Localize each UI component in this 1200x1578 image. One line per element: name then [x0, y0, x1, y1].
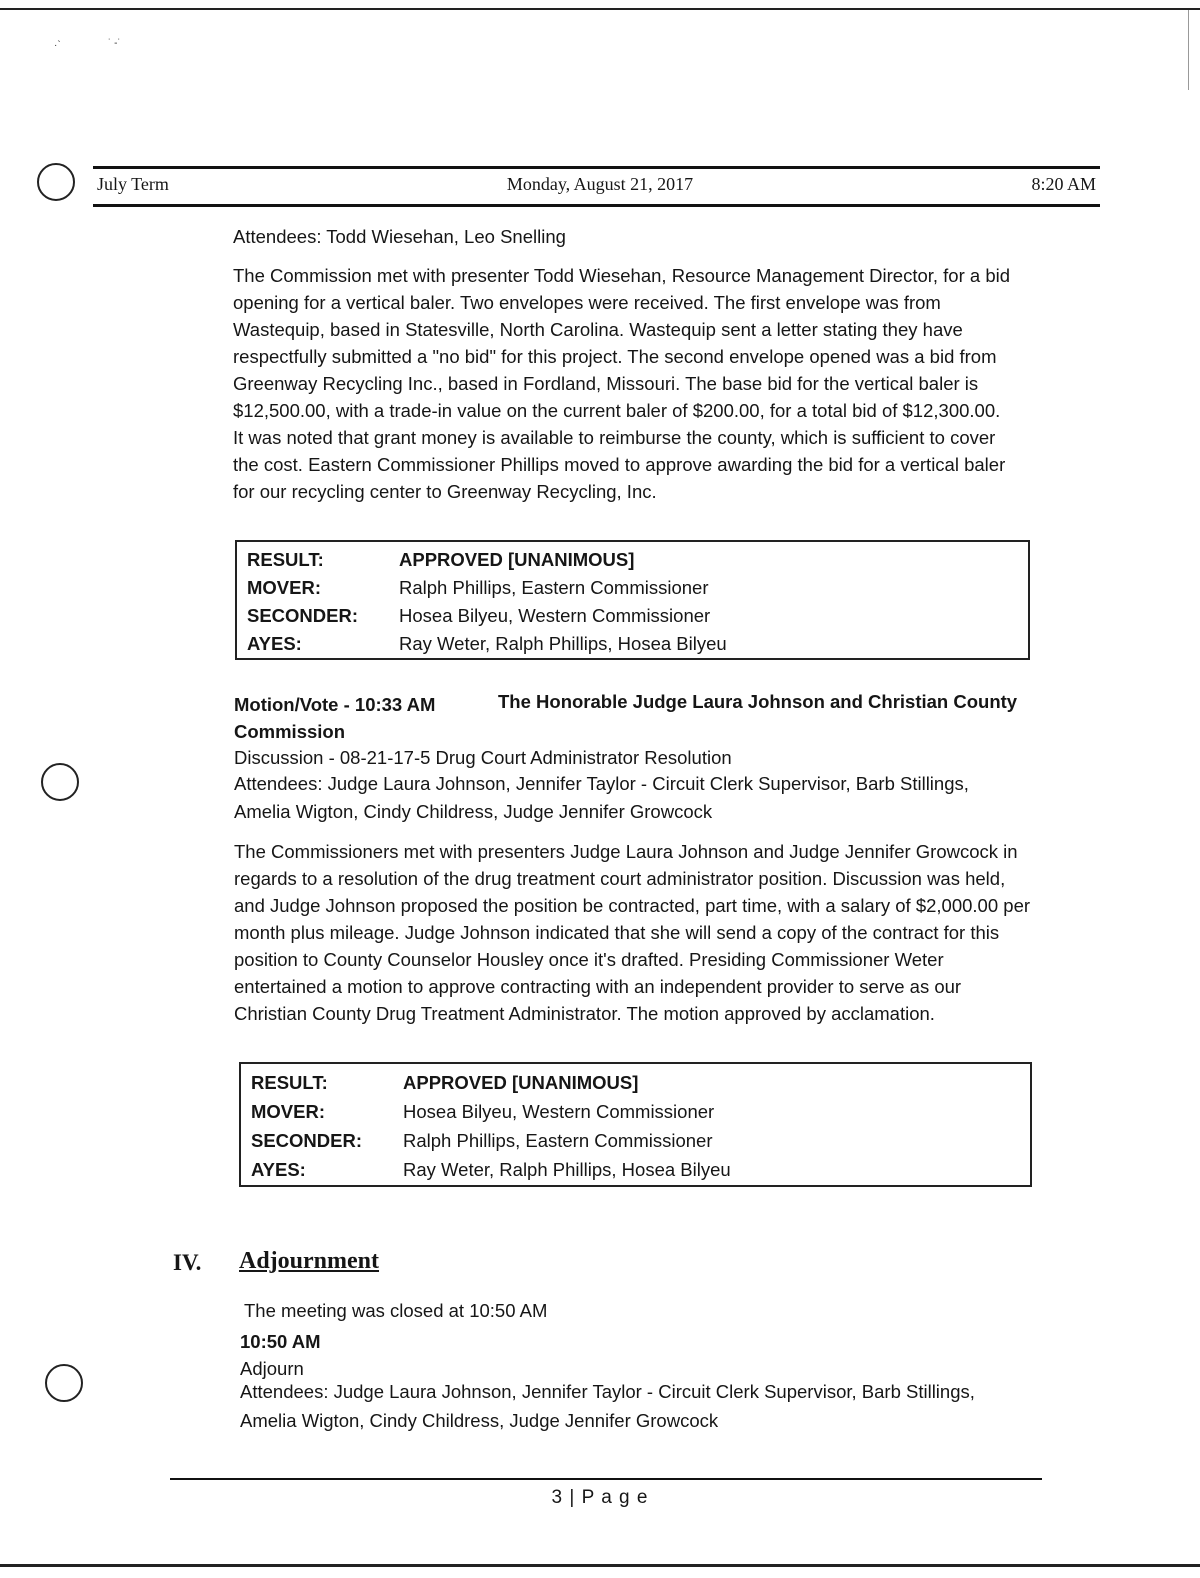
vote-ayes-label: AYES:	[251, 1159, 306, 1180]
header-top-rule	[93, 166, 1100, 169]
vote-seconder-label: SECONDER:	[251, 1130, 363, 1151]
adjourn-closed-text: The meeting was closed at 10:50 AM	[244, 1300, 548, 1321]
adjourn-label: Adjourn	[240, 1358, 304, 1379]
vote-mover-label: MOVER:	[251, 1101, 325, 1122]
vote-seconder-value: Ralph Phillips, Eastern Commissioner	[403, 1130, 713, 1151]
vote-result-label: RESULT:	[247, 549, 324, 570]
item2-heading-cont: Commission	[234, 721, 346, 742]
item2-vote-box	[239, 1062, 1032, 1187]
vote-seconder-value: Hosea Bilyeu, Western Commissioner	[399, 605, 711, 626]
item2-heading-right: The Honorable Judge Laura Johnson and Christian County	[498, 691, 1018, 712]
section-title: Adjournment	[239, 1248, 380, 1274]
punch-hole	[41, 763, 79, 801]
page-number: 3 | P a g e	[551, 1487, 649, 1508]
vote-ayes-label: AYES:	[247, 633, 302, 654]
vote-mover-label: MOVER:	[247, 577, 321, 598]
header-term: July Term	[97, 174, 169, 194]
scan-speck: ˙ -˙	[108, 38, 121, 49]
adjourn-attendees-line1: Attendees: Judge Laura Johnson, Jennifer Taylor - Circuit Clerk Supervisor, Barb Stillings,	[240, 1381, 975, 1402]
item2-heading-left: Motion/Vote - 10:33 AM	[234, 694, 436, 715]
header-date: Monday, August 21, 2017	[506, 174, 694, 194]
vote-result-label: RESULT:	[251, 1072, 328, 1093]
item2-discussion: Discussion - 08-21-17-5 Drug Court Administrator Resolution	[234, 747, 732, 768]
vote-ayes-value: Ray Weter, Ralph Phillips, Hosea Bilyeu	[399, 633, 727, 654]
item2-attendees-line2: Amelia Wigton, Cindy Childress, Judge Jennifer Growcock	[234, 801, 713, 822]
scan-bottom-edge	[0, 1564, 1200, 1567]
item1-vote-box	[235, 540, 1030, 660]
footer-rule	[170, 1478, 1042, 1480]
vote-seconder-label: SECONDER:	[247, 605, 359, 626]
vote-result-value: APPROVED [UNANIMOUS]	[399, 549, 635, 570]
punch-hole	[45, 1364, 83, 1402]
scan-speck: ·`	[54, 40, 61, 51]
vote-mover-value: Hosea Bilyeu, Western Commissioner	[403, 1101, 715, 1122]
scan-right-edge	[1188, 10, 1189, 90]
adjourn-attendees-line2: Amelia Wigton, Cindy Childress, Judge Jennifer Growcock	[240, 1410, 719, 1431]
section-number: IV.	[173, 1250, 202, 1275]
item2-attendees-line1: Attendees: Judge Laura Johnson, Jennifer Taylor - Circuit Clerk Supervisor, Barb Stillings,	[234, 773, 969, 794]
scan-top-edge	[0, 8, 1200, 10]
item2-paragraph: The Commissioners met with presenters Judge Laura Johnson and Judge Jennifer Growcock in regards to a resolution of the drug treatment court administrator position. Discussion was held, and Judge Johnson proposed the position be contracted, part time, with a salary of $2,000.00 per month plus mileage. Judge Johnson indicated that she will send a copy of the contract for this position to County Counselor Housley once it's drafted. Presiding Commissioner Weter entertained a motion to approve contracting with an independent provider to serve as our Christian County Drug Treatment Administrator. The motion approved by acclamation.	[234, 841, 1031, 1024]
vote-result-value: APPROVED [UNANIMOUS]	[403, 1072, 639, 1093]
item1-paragraph: The Commission met with presenter Todd Wiesehan, Resource Management Director, for a bid opening for a vertical baler. Two envelopes were received. The first envelope was from Wastequip, based in Statesville, North Carolina. Wastequip sent a letter stating they have respectfully submitted a "no bid" for this project. The second envelope opened was a bid from Greenway Recycling Inc., based in Fordland, Missouri. The base bid for the vertical baler is $12,500.00, with a trade-in value on the current baler of $200.00, for a total bid of $12,300.00. It was noted that grant money is available to reimburse the county, which is sufficient to cover the cost. Eastern Commissioner Phillips moved to approve awarding the bid for a vertical baler for our recycling center to Greenway Recycling, Inc.	[233, 265, 1011, 502]
adjourn-time: 10:50 AM	[240, 1331, 321, 1352]
item1-attendees: Attendees: Todd Wiesehan, Leo Snelling	[233, 226, 566, 247]
vote-mover-value: Ralph Phillips, Eastern Commissioner	[399, 577, 709, 598]
header-time: 8:20 AM	[1031, 174, 1096, 194]
header-bottom-rule	[93, 204, 1100, 207]
vote-ayes-value: Ray Weter, Ralph Phillips, Hosea Bilyeu	[403, 1159, 731, 1180]
